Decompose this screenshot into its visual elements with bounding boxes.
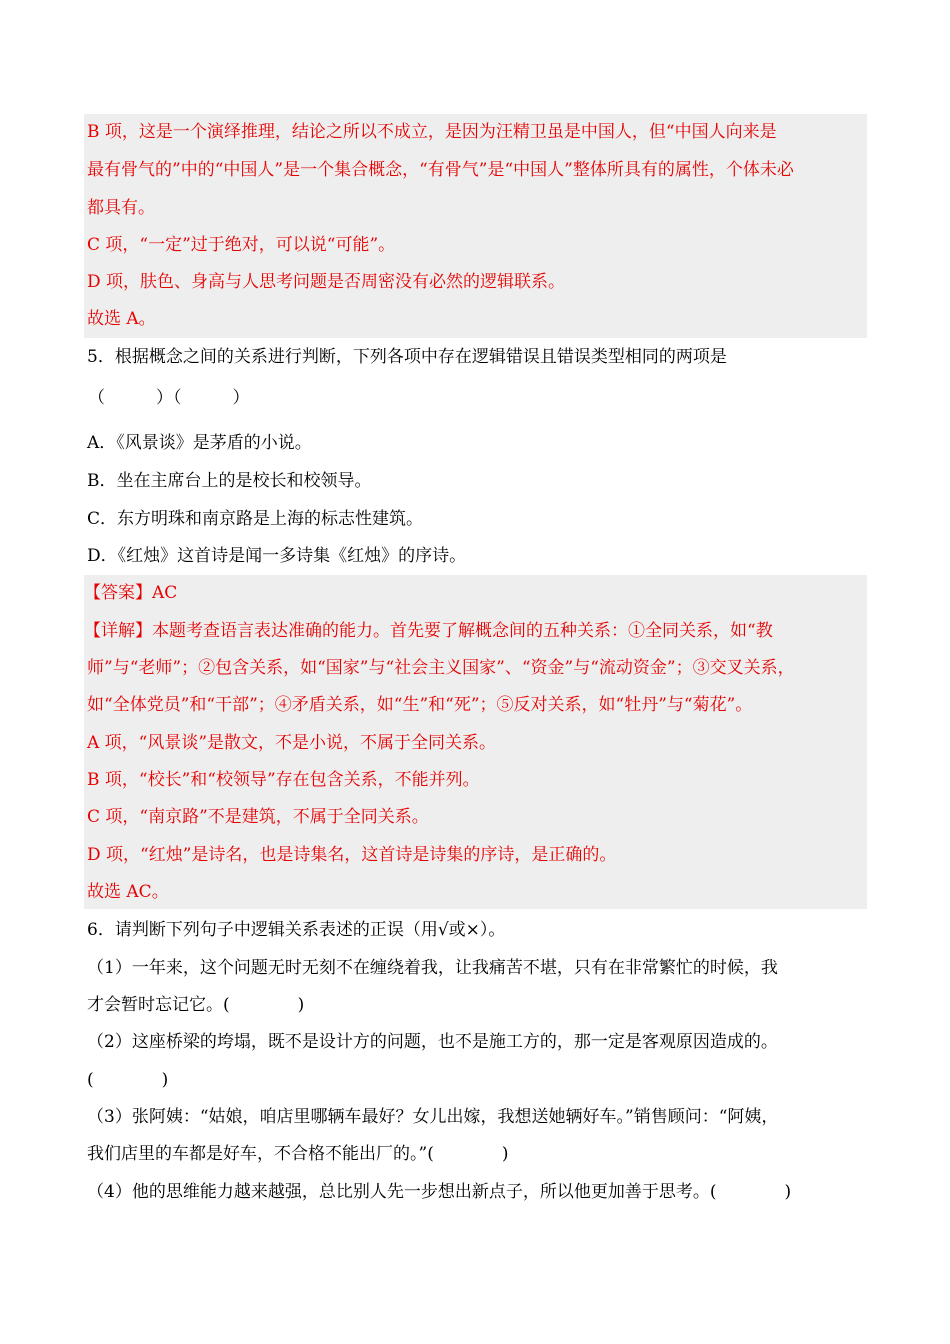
q4-option-b-line-3: 都具有。 (87, 198, 155, 218)
q4-option-b-line-1: B 项，这是一个演绎推理，结论之所以不成立，是因为汪精卫虽是中国人，但“中国人向来是 (87, 122, 777, 142)
q5-option-a: A．《风景谈》是茅盾的小说。 (87, 433, 312, 453)
q5-answer: 【答案】AC (84, 583, 178, 603)
q4-explanation-block (84, 114, 867, 338)
q5-option-b: B．坐在主席台上的是校长和校领导。 (87, 471, 372, 491)
q6-item-2-line-2: ( ) (87, 1070, 169, 1090)
q6-item-3-line-1: （3）张阿姨：“姑娘，咱店里哪辆车最好？女儿出嫁，我想送她辆好车。”销售顾问：“阿姨， (87, 1107, 779, 1127)
q5-answer-blanks: （ ）（ ） (88, 388, 250, 408)
q5-option-d: D．《红烛》这首诗是闻一多诗集《红烛》的序诗。 (87, 546, 467, 566)
q4-conclusion: 故选 A。 (87, 309, 156, 329)
q5-option-d-note: D 项，“红烛”是诗名，也是诗集名，这首诗是诗集的序诗，是正确的。 (87, 845, 617, 865)
q6-stem: 6．请判断下列句子中逻辑关系表述的正误（用√或×）。 (87, 920, 506, 940)
q6-item-1-line-1: （1）一年来，这个问题无时无刻不在缠绕着我，让我痛苦不堪，只有在非常繁忙的时候，我 (87, 958, 778, 978)
q5-option-a-note: A 项，“风景谈”是散文，不是小说，不属于全同关系。 (87, 733, 497, 753)
q6-item-3-line-2: 我们店里的车都是好车，不合格不能出厂的。”( ) (87, 1144, 509, 1164)
q5-option-b-note: B 项，“校长”和“校领导”存在包含关系，不能并列。 (87, 770, 480, 790)
q6-item-4: （4）他的思维能力越来越强，总比别人先一步想出新点子，所以他更加善于思考。( ) (87, 1182, 792, 1202)
q5-conclusion: 故选 AC。 (87, 882, 169, 902)
q5-option-c: C．东方明珠和南京路是上海的标志性建筑。 (87, 509, 424, 529)
q6-item-2-line-1: （2）这座桥梁的垮塌，既不是设计方的问题，也不是施工方的，那一定是客观原因造成的。 (87, 1032, 778, 1052)
q5-detail-line-1: 【详解】本题考查语言表达准确的能力。首先要了解概念间的五种关系：①全同关系，如“教 (84, 621, 773, 641)
q5-detail-line-3: 如“全体党员”和“干部”；④矛盾关系，如“生”和“死”；⑤反对关系，如“牡丹”与“菊花”。 (87, 695, 753, 715)
q4-option-c-note: C 项，“一定”过于绝对，可以说“可能”。 (87, 235, 396, 255)
q4-option-d-note: D 项，肤色、身高与人思考问题是否周密没有必然的逻辑联系。 (87, 272, 566, 292)
q5-stem: 5．根据概念之间的关系进行判断，下列各项中存在逻辑错误且错误类型相同的两项是 (87, 347, 727, 367)
q6-item-1-line-2: 才会暂时忘记它。( ) (87, 995, 305, 1015)
q5-detail-line-2: 师”与“老师”；②包含关系，如“国家”与“社会主义国家”、“资金”与“流动资金”；③交叉关系， (87, 658, 795, 678)
q4-option-b-line-2: 最有骨气的”中的“中国人”是一个集合概念，“有骨气”是“中国人”整体所具有的属性，个体未必 (87, 160, 794, 180)
q5-option-c-note: C 项，“南京路”不是建筑，不属于全同关系。 (87, 807, 429, 827)
